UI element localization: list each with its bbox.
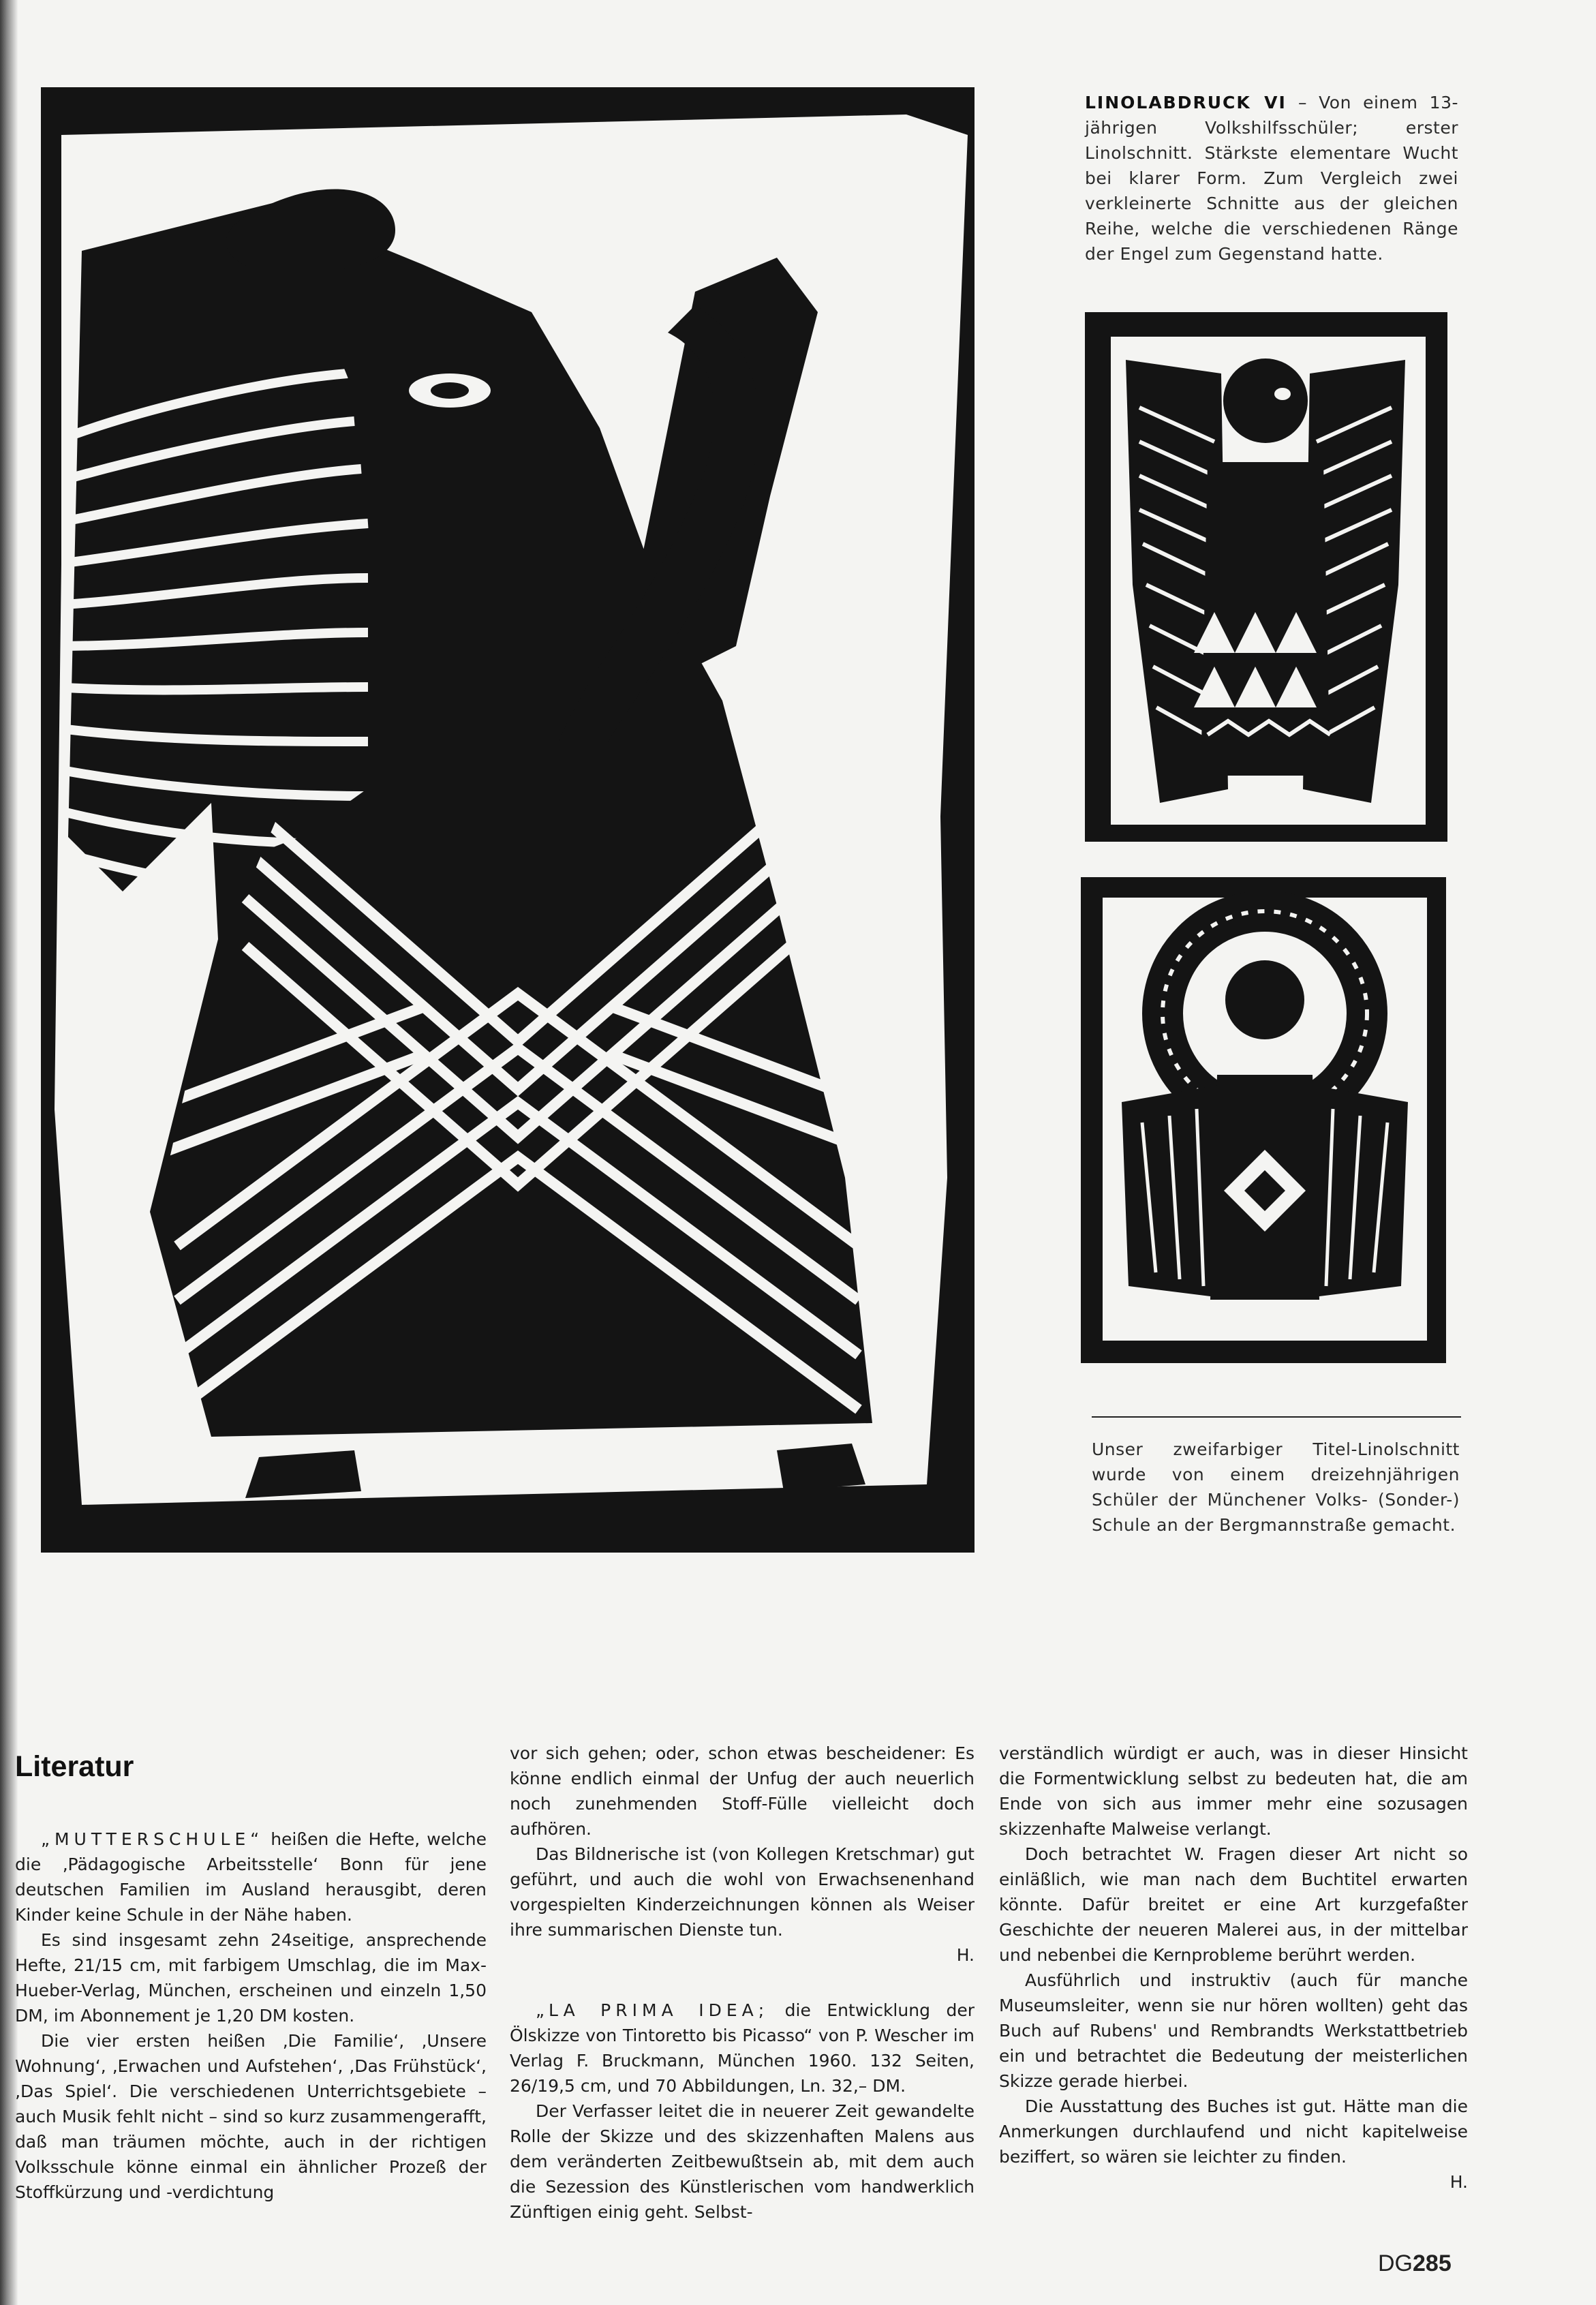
section-heading: Literatur [15,1750,134,1783]
linocut-large-image [41,87,975,1553]
paragraph: Die Ausstattung des Buches ist gut. Hätte man die Anmerkungen durchlaufend und nicht kapitelweise beziffert, so wären sie leichter zu finden. [999,2096,1468,2167]
paragraph: vor sich gehen; oder, schon etwas bescheidener: Es könne endlich einmal der Unfug der auch neuerlich noch zunehmenden Stoff-Fülle vielleicht doch aufhören. [510,1743,975,1839]
paragraph: verständlich würdigt er auch, was in dieser Hinsicht die Formentwicklung selbst zu bedeuten hat, die am Ende von sich aus immer mehr eine sozusagen skizzenhafte Malweise verlangt. [999,1743,1468,1839]
paragraph: Ausführlich und instruktiv (auch für manche Museumsleiter, wenn sie nur hören wollten) geht das Buch auf Rubens' und Rembrandts Werkstattbetrieb ein und betrachtet die Bedeutung der meisterlichen Skizze gerade hierbei. [999,1970,1468,2091]
linocut-small-image-1 [1085,312,1447,842]
linocut-small-image-2 [1081,877,1446,1363]
caption-title: LINOLABDRUCK VI [1085,93,1287,112]
paragraph-la-prima-idea [510,1998,975,2098]
paragraph: Es sind insgesamt zehn 24seitige, ansprechende Hefte, 21/15 cm, mit farbigem Umschlag, die im Max-Hueber-Verlag, München, erscheinen und einzeln 1,50 DM, im Abonnement je 1,20 DM kosten. [15,1930,487,2026]
spaced-title: „LA PRIMA IDEA; [536,2000,769,2020]
caption-text: – Von einem 13-jährigen Volkshilfsschüler; erster Linolschnitt. Stärkste elementare Wucht bei klarer Form. Zum Vergleich zwei verkleinerte Schnitte aus der gleichen Reihe, welche die verschiedenen Ränge der Engel zum Gegenstand hatte. [1085,93,1458,264]
caption-divider [1092,1416,1461,1418]
column-3 [999,1741,1468,2195]
paragraph: Die vier ersten heißen ‚Die Familie‘, ‚Unsere Wohnung‘, ‚Erwachen und Aufstehen‘, ‚Das Frühstück‘, ‚Das Spiel‘. Die verschiedenen Unterrichtsgebiete – auch Musik fehlt nicht – sind so kurz zusammengerafft, daß man träumen möchte, auch in der richtigen Volksschule könne einmal ein ähnlicher Prozeß der Stoffkürzung und -verdichtung [15,2031,487,2202]
caption-linocut-vi [1085,90,1458,266]
paragraph-text: die Entwicklung der Ölskizze von Tintoretto bis Picasso“ von P. Wescher im Verlag F. Bruckmann, München 1960. 132 Seiten, 26/19,5 cm, und 70 Abbildungen, Ln. 32,– DM. [510,2000,975,2096]
page-number [1378,2250,1452,2277]
paragraph-text: heißen die Hefte, welche die ‚Pädagogische Arbeitsstelle‘ Bonn für jene deutschen Familien im Ausland herausgibt, deren Kinder keine Schule in der Nähe haben. [15,1829,487,1925]
paragraph: Das Bildnerische ist (von Kollegen Kretschmar) gut geführt, und auch die wohl von Erwachsenenhand vorgespielten Kinderzeichnungen können als Weiser ihre summarischen Dienste tun. [510,1844,975,1940]
folio-number: 285 [1413,2250,1452,2276]
signature: H. [1449,2172,1468,2192]
caption-title-linocut: Unser zweifarbiger Titel-Linolschnitt wurde von einem dreizehnjährigen Schüler der Münchener Volks- (Sonder-) Schule an der Bergmannstraße gemacht. [1092,1439,1460,1535]
signature: H. [956,1945,975,1965]
paragraph: Der Verfasser leitet die in neuerer Zeit gewandelte Rolle der Skizze und des skizzenhaften Malens aus dem veränderten Zeitbewußtsein ab, mit dem auch die Sezession des Künstlerischen vom handwerklich Zünftigen einig geht. Selbst- [510,2101,975,2222]
spaced-title: „MUTTERSCHULE“ [41,1829,264,1849]
paragraph-mutterschule [15,1827,487,1927]
column-2 [510,1741,975,2225]
folio-prefix: DG [1378,2250,1413,2276]
column-1 [15,1827,487,2205]
paragraph: Doch betrachtet W. Fragen dieser Art nicht so einläßlich, wie man nach dem Buchtitel erwarten könnte. Dafür breitet er eine Art kurzgefaßter Geschichte der neueren Malerei aus, in der mittelbar und nebenbei die Kernprobleme berührt werden. [999,1844,1468,1965]
